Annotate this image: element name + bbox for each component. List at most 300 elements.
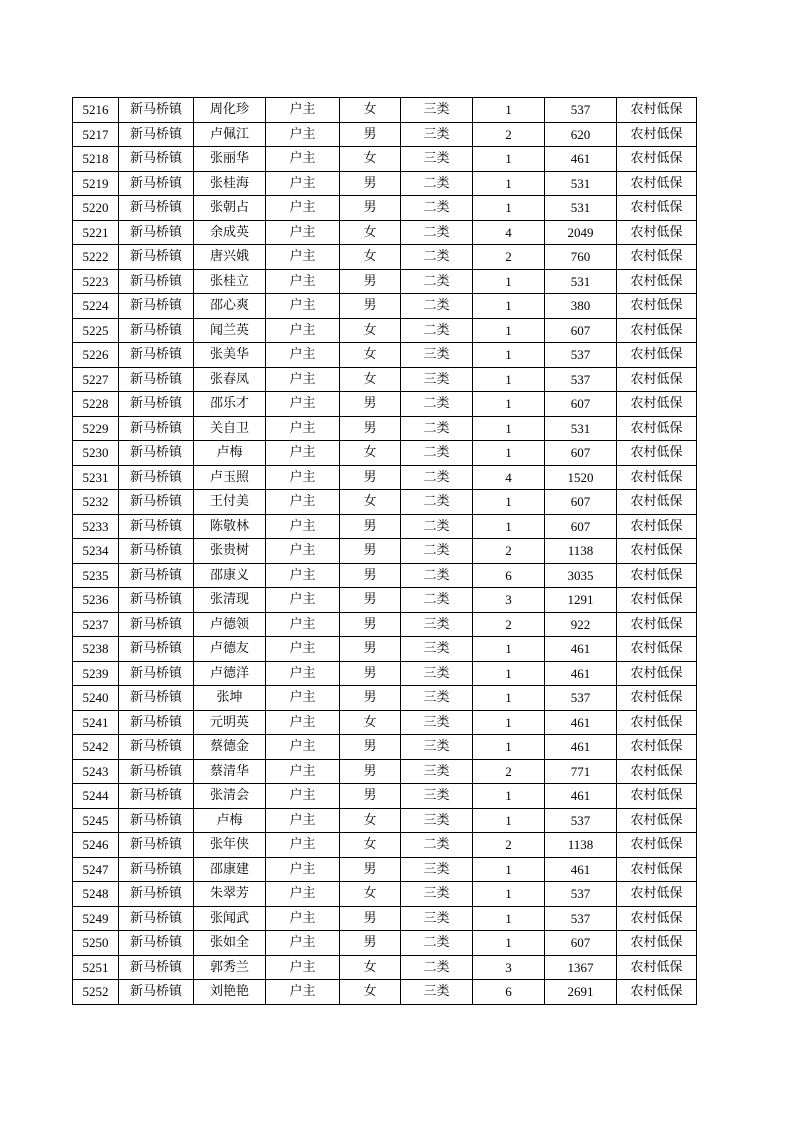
cell-gender: 男 <box>340 759 401 784</box>
cell-category: 三类 <box>401 882 473 907</box>
cell-member-count: 1 <box>473 343 545 368</box>
cell-gender: 男 <box>340 612 401 637</box>
cell-member-count: 2 <box>473 759 545 784</box>
cell-category: 二类 <box>401 245 473 270</box>
cell-member-count: 1 <box>473 784 545 809</box>
cell-relation: 户主 <box>266 416 340 441</box>
cell-town: 新马桥镇 <box>119 955 194 980</box>
cell-gender: 男 <box>340 784 401 809</box>
cell-town: 新马桥镇 <box>119 808 194 833</box>
cell-record-number: 5237 <box>73 612 119 637</box>
cell-household-name: 张美华 <box>194 343 266 368</box>
cell-gender: 女 <box>340 833 401 858</box>
cell-relation: 户主 <box>266 367 340 392</box>
cell-town: 新马桥镇 <box>119 147 194 172</box>
cell-town: 新马桥镇 <box>119 196 194 221</box>
table-row <box>73 882 697 907</box>
cell-gender: 男 <box>340 931 401 956</box>
cell-amount: 1138 <box>545 539 617 564</box>
cell-town: 新马桥镇 <box>119 294 194 319</box>
cell-amount: 607 <box>545 490 617 515</box>
cell-record-number: 5252 <box>73 980 119 1005</box>
cell-member-count: 6 <box>473 563 545 588</box>
cell-member-count: 1 <box>473 808 545 833</box>
cell-gender: 女 <box>340 343 401 368</box>
cell-category: 二类 <box>401 318 473 343</box>
cell-town: 新马桥镇 <box>119 269 194 294</box>
table-row <box>73 343 697 368</box>
cell-amount: 3035 <box>545 563 617 588</box>
table-row <box>73 490 697 515</box>
table-row <box>73 906 697 931</box>
cell-assistance-type: 农村低保 <box>617 343 697 368</box>
cell-household-name: 卢梅 <box>194 808 266 833</box>
cell-town: 新马桥镇 <box>119 735 194 760</box>
cell-gender: 男 <box>340 539 401 564</box>
cell-record-number: 5220 <box>73 196 119 221</box>
cell-record-number: 5238 <box>73 637 119 662</box>
cell-town: 新马桥镇 <box>119 514 194 539</box>
cell-record-number: 5244 <box>73 784 119 809</box>
cell-member-count: 1 <box>473 318 545 343</box>
cell-gender: 男 <box>340 465 401 490</box>
table-row <box>73 710 697 735</box>
cell-record-number: 5250 <box>73 931 119 956</box>
cell-amount: 461 <box>545 735 617 760</box>
cell-amount: 461 <box>545 710 617 735</box>
cell-town: 新马桥镇 <box>119 857 194 882</box>
table-row <box>73 784 697 809</box>
table-row <box>73 147 697 172</box>
table-row <box>73 465 697 490</box>
cell-member-count: 2 <box>473 539 545 564</box>
table-row <box>73 245 697 270</box>
cell-category: 二类 <box>401 392 473 417</box>
cell-gender: 男 <box>340 906 401 931</box>
table-row <box>73 857 697 882</box>
table-row <box>73 294 697 319</box>
cell-category: 二类 <box>401 588 473 613</box>
cell-record-number: 5233 <box>73 514 119 539</box>
cell-category: 三类 <box>401 710 473 735</box>
cell-member-count: 4 <box>473 220 545 245</box>
cell-assistance-type: 农村低保 <box>617 612 697 637</box>
cell-relation: 户主 <box>266 906 340 931</box>
cell-category: 二类 <box>401 955 473 980</box>
cell-record-number: 5232 <box>73 490 119 515</box>
cell-assistance-type: 农村低保 <box>617 122 697 147</box>
cell-amount: 607 <box>545 514 617 539</box>
cell-record-number: 5249 <box>73 906 119 931</box>
cell-town: 新马桥镇 <box>119 784 194 809</box>
cell-assistance-type: 农村低保 <box>617 906 697 931</box>
cell-household-name: 邵康建 <box>194 857 266 882</box>
cell-assistance-type: 农村低保 <box>617 637 697 662</box>
cell-relation: 户主 <box>266 735 340 760</box>
cell-record-number: 5229 <box>73 416 119 441</box>
cell-household-name: 陈敬林 <box>194 514 266 539</box>
cell-relation: 户主 <box>266 98 340 123</box>
cell-relation: 户主 <box>266 196 340 221</box>
cell-relation: 户主 <box>266 539 340 564</box>
cell-town: 新马桥镇 <box>119 686 194 711</box>
cell-category: 三类 <box>401 98 473 123</box>
cell-town: 新马桥镇 <box>119 710 194 735</box>
cell-household-name: 闻兰英 <box>194 318 266 343</box>
cell-town: 新马桥镇 <box>119 906 194 931</box>
cell-assistance-type: 农村低保 <box>617 563 697 588</box>
cell-town: 新马桥镇 <box>119 490 194 515</box>
cell-amount: 1138 <box>545 833 617 858</box>
cell-member-count: 2 <box>473 245 545 270</box>
table-row <box>73 441 697 466</box>
cell-household-name: 蔡清华 <box>194 759 266 784</box>
cell-gender: 男 <box>340 563 401 588</box>
cell-category: 二类 <box>401 563 473 588</box>
cell-household-name: 蔡德金 <box>194 735 266 760</box>
cell-record-number: 5236 <box>73 588 119 613</box>
cell-town: 新马桥镇 <box>119 171 194 196</box>
cell-household-name: 邵康义 <box>194 563 266 588</box>
table-row <box>73 637 697 662</box>
cell-member-count: 1 <box>473 171 545 196</box>
cell-amount: 620 <box>545 122 617 147</box>
cell-assistance-type: 农村低保 <box>617 833 697 858</box>
cell-gender: 女 <box>340 980 401 1005</box>
cell-household-name: 张坤 <box>194 686 266 711</box>
cell-household-name: 卢玉照 <box>194 465 266 490</box>
cell-assistance-type: 农村低保 <box>617 980 697 1005</box>
cell-amount: 537 <box>545 98 617 123</box>
cell-amount: 771 <box>545 759 617 784</box>
cell-amount: 1291 <box>545 588 617 613</box>
cell-gender: 男 <box>340 637 401 662</box>
cell-assistance-type: 农村低保 <box>617 514 697 539</box>
cell-town: 新马桥镇 <box>119 416 194 441</box>
cell-category: 三类 <box>401 661 473 686</box>
cell-member-count: 6 <box>473 980 545 1005</box>
cell-category: 三类 <box>401 612 473 637</box>
table-row <box>73 980 697 1005</box>
cell-assistance-type: 农村低保 <box>617 784 697 809</box>
cell-record-number: 5242 <box>73 735 119 760</box>
cell-category: 二类 <box>401 196 473 221</box>
table-row <box>73 98 697 123</box>
cell-household-name: 卢梅 <box>194 441 266 466</box>
cell-gender: 男 <box>340 514 401 539</box>
cell-category: 二类 <box>401 931 473 956</box>
cell-assistance-type: 农村低保 <box>617 539 697 564</box>
cell-record-number: 5219 <box>73 171 119 196</box>
records-table <box>72 97 697 1005</box>
cell-assistance-type: 农村低保 <box>617 220 697 245</box>
cell-town: 新马桥镇 <box>119 245 194 270</box>
cell-town: 新马桥镇 <box>119 392 194 417</box>
cell-relation: 户主 <box>266 686 340 711</box>
cell-assistance-type: 农村低保 <box>617 465 697 490</box>
table-row <box>73 220 697 245</box>
cell-amount: 607 <box>545 318 617 343</box>
cell-category: 二类 <box>401 416 473 441</box>
cell-relation: 户主 <box>266 808 340 833</box>
cell-record-number: 5230 <box>73 441 119 466</box>
cell-amount: 922 <box>545 612 617 637</box>
cell-amount: 2691 <box>545 980 617 1005</box>
cell-member-count: 1 <box>473 857 545 882</box>
cell-gender: 女 <box>340 147 401 172</box>
cell-relation: 户主 <box>266 122 340 147</box>
cell-relation: 户主 <box>266 441 340 466</box>
cell-household-name: 刘艳艳 <box>194 980 266 1005</box>
cell-relation: 户主 <box>266 171 340 196</box>
cell-town: 新马桥镇 <box>119 318 194 343</box>
cell-amount: 537 <box>545 367 617 392</box>
cell-relation: 户主 <box>266 563 340 588</box>
cell-member-count: 1 <box>473 196 545 221</box>
cell-gender: 男 <box>340 588 401 613</box>
table-row <box>73 539 697 564</box>
cell-category: 三类 <box>401 686 473 711</box>
cell-member-count: 1 <box>473 367 545 392</box>
cell-household-name: 卢德友 <box>194 637 266 662</box>
cell-gender: 女 <box>340 490 401 515</box>
table-row <box>73 931 697 956</box>
cell-category: 二类 <box>401 441 473 466</box>
table-row <box>73 122 697 147</box>
cell-assistance-type: 农村低保 <box>617 661 697 686</box>
cell-town: 新马桥镇 <box>119 563 194 588</box>
cell-amount: 461 <box>545 784 617 809</box>
cell-household-name: 张丽华 <box>194 147 266 172</box>
cell-household-name: 张桂海 <box>194 171 266 196</box>
cell-member-count: 1 <box>473 710 545 735</box>
cell-amount: 537 <box>545 808 617 833</box>
cell-category: 二类 <box>401 171 473 196</box>
cell-category: 二类 <box>401 514 473 539</box>
cell-record-number: 5225 <box>73 318 119 343</box>
cell-amount: 537 <box>545 343 617 368</box>
cell-amount: 537 <box>545 906 617 931</box>
cell-gender: 男 <box>340 661 401 686</box>
cell-category: 二类 <box>401 490 473 515</box>
cell-relation: 户主 <box>266 220 340 245</box>
cell-town: 新马桥镇 <box>119 441 194 466</box>
cell-relation: 户主 <box>266 857 340 882</box>
cell-member-count: 1 <box>473 392 545 417</box>
cell-member-count: 1 <box>473 98 545 123</box>
cell-category: 三类 <box>401 857 473 882</box>
cell-gender: 女 <box>340 955 401 980</box>
table-row <box>73 833 697 858</box>
cell-household-name: 卢德领 <box>194 612 266 637</box>
cell-amount: 380 <box>545 294 617 319</box>
cell-member-count: 1 <box>473 269 545 294</box>
cell-category: 三类 <box>401 906 473 931</box>
cell-record-number: 5231 <box>73 465 119 490</box>
cell-gender: 女 <box>340 441 401 466</box>
cell-member-count: 1 <box>473 637 545 662</box>
table-row <box>73 759 697 784</box>
cell-relation: 户主 <box>266 465 340 490</box>
cell-category: 二类 <box>401 465 473 490</box>
cell-record-number: 5228 <box>73 392 119 417</box>
cell-category: 三类 <box>401 147 473 172</box>
cell-gender: 男 <box>340 416 401 441</box>
cell-gender: 男 <box>340 269 401 294</box>
table-row <box>73 318 697 343</box>
cell-category: 三类 <box>401 735 473 760</box>
cell-town: 新马桥镇 <box>119 882 194 907</box>
cell-town: 新马桥镇 <box>119 367 194 392</box>
cell-record-number: 5240 <box>73 686 119 711</box>
cell-relation: 户主 <box>266 147 340 172</box>
records-table-body <box>73 98 697 1005</box>
cell-member-count: 2 <box>473 833 545 858</box>
cell-relation: 户主 <box>266 612 340 637</box>
cell-household-name: 唐兴娥 <box>194 245 266 270</box>
cell-amount: 760 <box>545 245 617 270</box>
cell-relation: 户主 <box>266 392 340 417</box>
cell-assistance-type: 农村低保 <box>617 490 697 515</box>
cell-category: 三类 <box>401 808 473 833</box>
cell-town: 新马桥镇 <box>119 588 194 613</box>
cell-assistance-type: 农村低保 <box>617 857 697 882</box>
cell-record-number: 5222 <box>73 245 119 270</box>
table-row <box>73 735 697 760</box>
cell-relation: 户主 <box>266 294 340 319</box>
cell-category: 二类 <box>401 833 473 858</box>
cell-household-name: 张贵树 <box>194 539 266 564</box>
cell-member-count: 3 <box>473 955 545 980</box>
cell-gender: 男 <box>340 392 401 417</box>
cell-member-count: 2 <box>473 612 545 637</box>
cell-amount: 1520 <box>545 465 617 490</box>
cell-gender: 女 <box>340 882 401 907</box>
cell-category: 二类 <box>401 220 473 245</box>
cell-category: 二类 <box>401 294 473 319</box>
cell-record-number: 5251 <box>73 955 119 980</box>
cell-category: 三类 <box>401 343 473 368</box>
cell-household-name: 张春凤 <box>194 367 266 392</box>
cell-household-name: 邵心爽 <box>194 294 266 319</box>
cell-member-count: 1 <box>473 147 545 172</box>
cell-record-number: 5247 <box>73 857 119 882</box>
cell-amount: 531 <box>545 196 617 221</box>
cell-assistance-type: 农村低保 <box>617 955 697 980</box>
cell-relation: 户主 <box>266 710 340 735</box>
cell-household-name: 张桂立 <box>194 269 266 294</box>
cell-amount: 607 <box>545 931 617 956</box>
cell-relation: 户主 <box>266 588 340 613</box>
cell-member-count: 1 <box>473 490 545 515</box>
cell-assistance-type: 农村低保 <box>617 882 697 907</box>
cell-gender: 男 <box>340 196 401 221</box>
cell-assistance-type: 农村低保 <box>617 931 697 956</box>
cell-household-name: 王付美 <box>194 490 266 515</box>
cell-record-number: 5248 <box>73 882 119 907</box>
cell-assistance-type: 农村低保 <box>617 171 697 196</box>
cell-assistance-type: 农村低保 <box>617 588 697 613</box>
cell-relation: 户主 <box>266 245 340 270</box>
cell-household-name: 张朝占 <box>194 196 266 221</box>
cell-household-name: 张清现 <box>194 588 266 613</box>
cell-relation: 户主 <box>266 269 340 294</box>
cell-relation: 户主 <box>266 318 340 343</box>
cell-gender: 女 <box>340 98 401 123</box>
cell-category: 三类 <box>401 637 473 662</box>
cell-category: 三类 <box>401 980 473 1005</box>
cell-gender: 男 <box>340 171 401 196</box>
cell-assistance-type: 农村低保 <box>617 269 697 294</box>
cell-town: 新马桥镇 <box>119 122 194 147</box>
cell-gender: 女 <box>340 318 401 343</box>
cell-category: 二类 <box>401 539 473 564</box>
cell-record-number: 5217 <box>73 122 119 147</box>
cell-member-count: 1 <box>473 661 545 686</box>
cell-gender: 女 <box>340 367 401 392</box>
cell-town: 新马桥镇 <box>119 343 194 368</box>
table-row <box>73 367 697 392</box>
cell-assistance-type: 农村低保 <box>617 245 697 270</box>
cell-assistance-type: 农村低保 <box>617 294 697 319</box>
cell-household-name: 邵乐才 <box>194 392 266 417</box>
cell-category: 三类 <box>401 784 473 809</box>
cell-household-name: 关自卫 <box>194 416 266 441</box>
cell-gender: 男 <box>340 122 401 147</box>
cell-household-name: 余成英 <box>194 220 266 245</box>
cell-household-name: 元明英 <box>194 710 266 735</box>
table-row <box>73 416 697 441</box>
cell-gender: 女 <box>340 245 401 270</box>
cell-household-name: 张清会 <box>194 784 266 809</box>
cell-record-number: 5218 <box>73 147 119 172</box>
cell-relation: 户主 <box>266 514 340 539</box>
cell-town: 新马桥镇 <box>119 220 194 245</box>
cell-relation: 户主 <box>266 833 340 858</box>
cell-record-number: 5226 <box>73 343 119 368</box>
table-row <box>73 269 697 294</box>
cell-amount: 2049 <box>545 220 617 245</box>
cell-assistance-type: 农村低保 <box>617 196 697 221</box>
cell-town: 新马桥镇 <box>119 637 194 662</box>
cell-household-name: 卢德洋 <box>194 661 266 686</box>
cell-assistance-type: 农村低保 <box>617 710 697 735</box>
cell-category: 三类 <box>401 367 473 392</box>
cell-relation: 户主 <box>266 490 340 515</box>
cell-member-count: 2 <box>473 122 545 147</box>
cell-household-name: 张如全 <box>194 931 266 956</box>
cell-record-number: 5241 <box>73 710 119 735</box>
cell-record-number: 5216 <box>73 98 119 123</box>
cell-member-count: 1 <box>473 906 545 931</box>
cell-town: 新马桥镇 <box>119 759 194 784</box>
table-row <box>73 171 697 196</box>
cell-amount: 607 <box>545 392 617 417</box>
cell-record-number: 5224 <box>73 294 119 319</box>
cell-assistance-type: 农村低保 <box>617 759 697 784</box>
cell-member-count: 1 <box>473 686 545 711</box>
cell-relation: 户主 <box>266 980 340 1005</box>
cell-record-number: 5243 <box>73 759 119 784</box>
cell-relation: 户主 <box>266 931 340 956</box>
cell-amount: 531 <box>545 269 617 294</box>
cell-household-name: 张闻武 <box>194 906 266 931</box>
table-row <box>73 612 697 637</box>
cell-town: 新马桥镇 <box>119 612 194 637</box>
cell-amount: 537 <box>545 686 617 711</box>
table-row <box>73 588 697 613</box>
cell-gender: 男 <box>340 857 401 882</box>
